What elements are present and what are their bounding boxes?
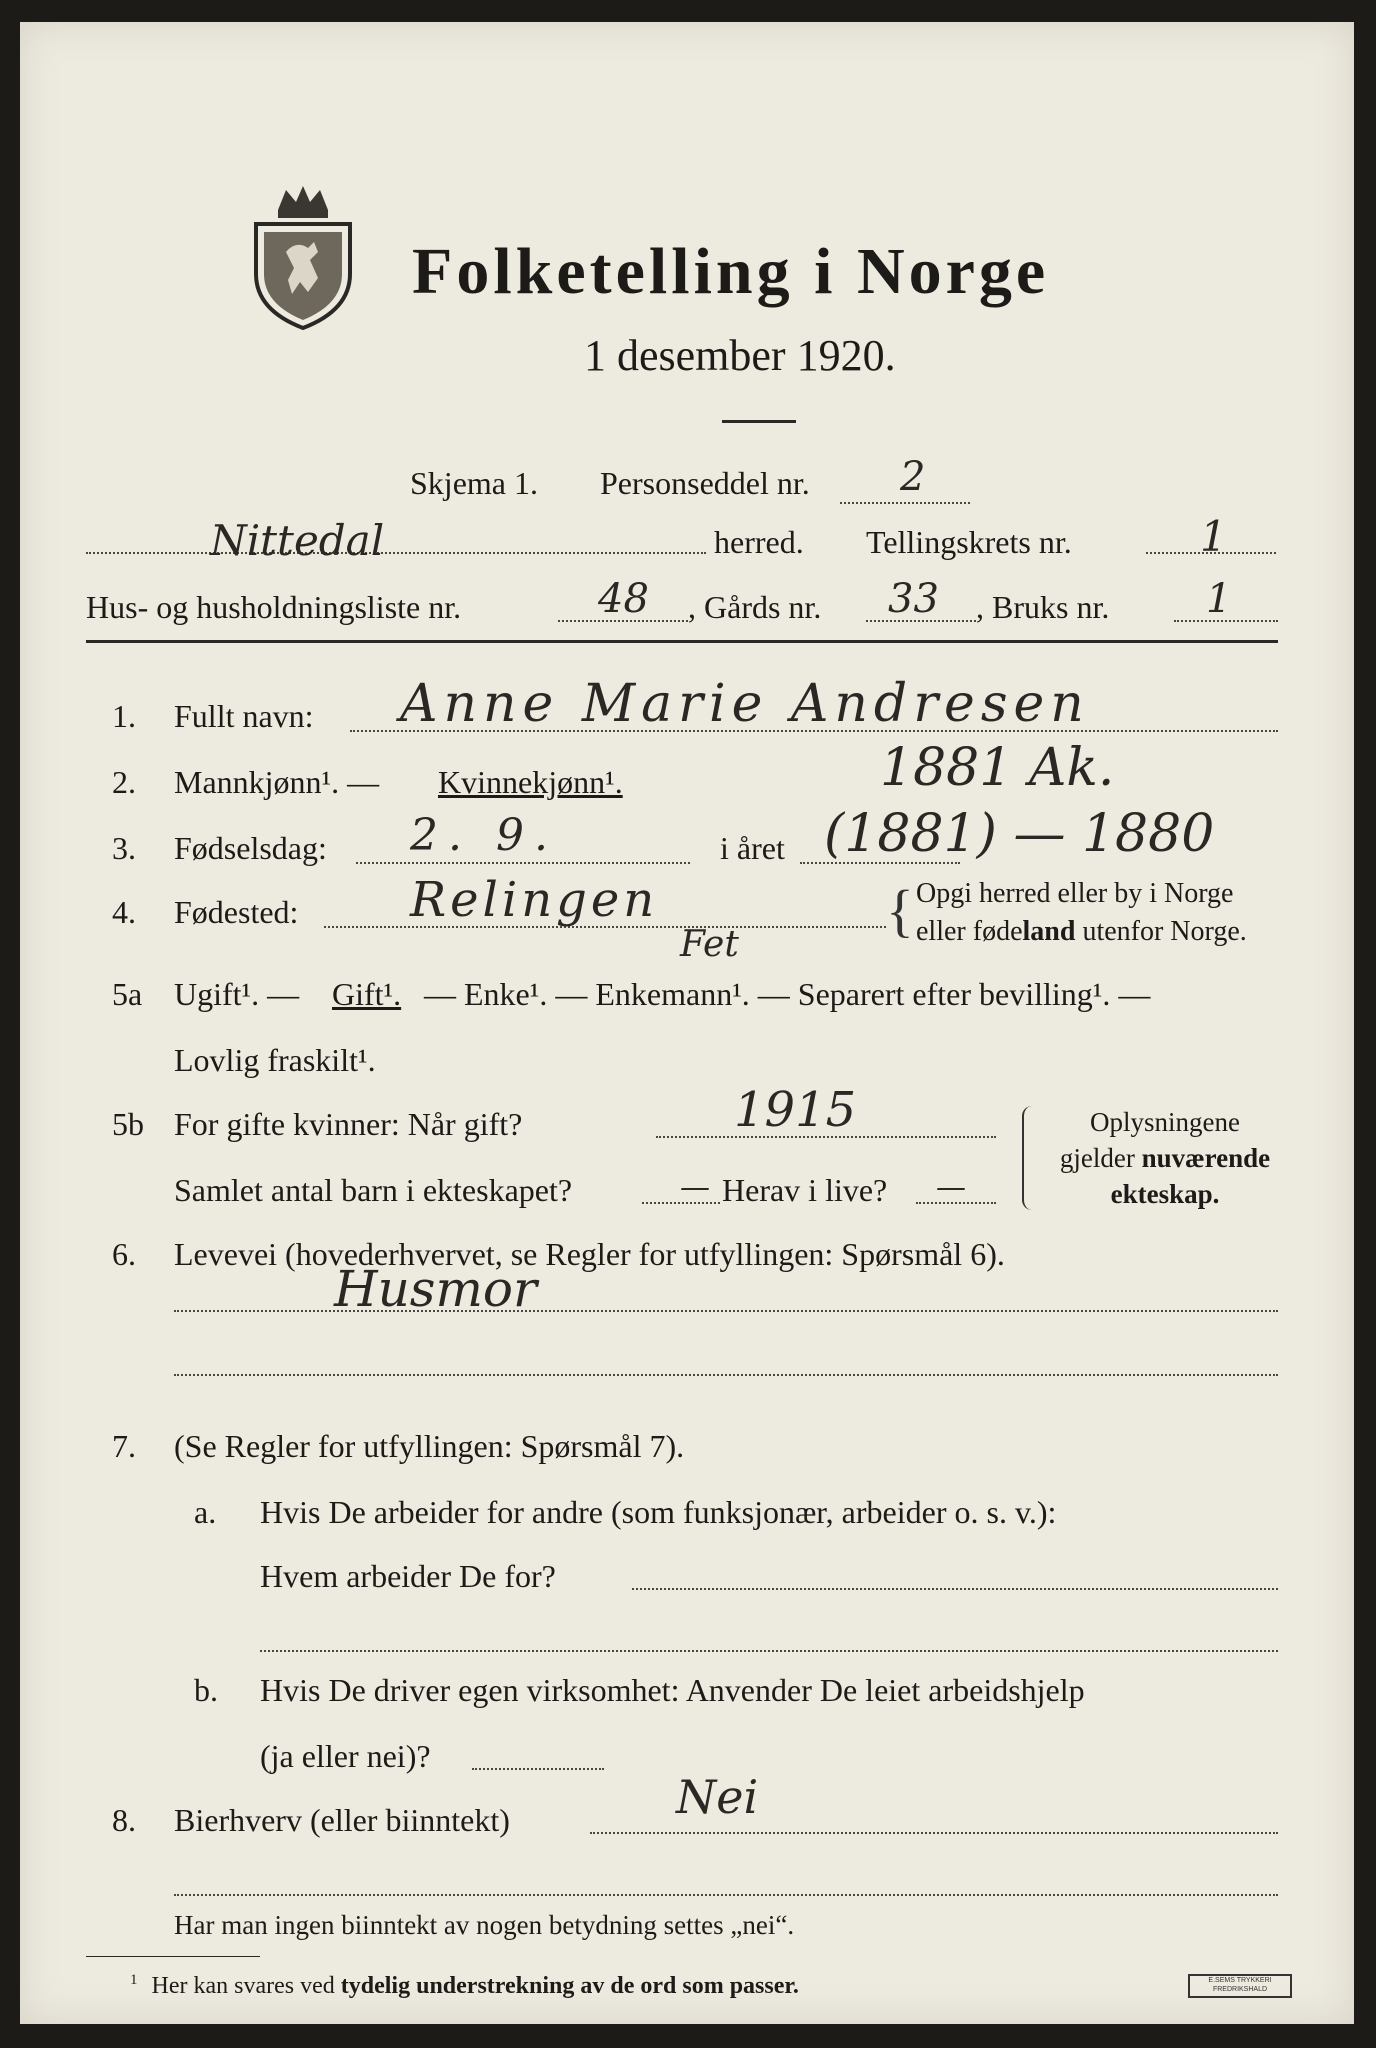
q7a-label-2: Hvem arbeider De for? — [260, 1558, 556, 1594]
form-date: 1 desember 1920. — [584, 331, 896, 380]
q3-value: 2. 9. — [410, 810, 558, 861]
q4-brace: { — [886, 878, 914, 943]
q1-label: Fullt navn: — [174, 698, 314, 734]
q3-year-label: i året — [720, 830, 785, 866]
q8-number: 8. — [112, 1802, 136, 1838]
q8-line-1 — [590, 1832, 1278, 1834]
skjema-label: Skjema 1. — [410, 465, 538, 501]
herred-label: herred. — [714, 524, 804, 560]
q7b-label: Hvis De driver egen virksomhet: Anvender De leiet arbeidshjelp — [260, 1672, 1085, 1708]
q5b-value: 1915 — [734, 1082, 857, 1138]
q7b-line — [472, 1768, 604, 1770]
q2-mann: Mannkjønn¹. — — [174, 764, 380, 800]
q6-label: Levevei (hovederhvervet, se Regler for utfyllingen: Spørsmål 6). — [174, 1236, 1005, 1272]
q4-hint-2b: land — [1022, 916, 1076, 947]
q3-label: Fødselsdag: — [174, 830, 327, 866]
q5b-note-3: ekteskap. — [1110, 1179, 1220, 1209]
q5b-ilive-label: Herav i live? — [722, 1172, 888, 1208]
q5b-number: 5b — [112, 1106, 144, 1142]
census-form-sheet — [20, 22, 1354, 2024]
printer-stamp: E.SEMS TRYKKERI FREDRIKSHALD — [1188, 1974, 1292, 1998]
q4-hint-1: Opgi herred eller by i Norge — [916, 878, 1234, 909]
q4-number: 4. — [112, 894, 136, 930]
bruks-value: 1 — [1206, 576, 1232, 622]
q8-line-2 — [174, 1894, 1278, 1896]
husliste-value: 48 — [598, 576, 649, 622]
q5b-note-2a: gjelder — [1059, 1143, 1142, 1173]
q4-label: Fødested: — [174, 894, 299, 930]
q2-note: 1881 Ak. — [880, 738, 1115, 798]
q5b-note-2 — [1050, 1140, 1280, 1176]
q1-value: Anne Marie Andresen — [400, 674, 1090, 734]
q4-hint-2c: utenfor Norge. — [1075, 916, 1247, 947]
q5b-note-2b: nuværende — [1141, 1143, 1271, 1173]
q3-number: 3. — [112, 830, 136, 866]
q3-year-value: (1881) — 1880 — [824, 804, 1215, 864]
footnote-text-b: tydelig understrekning av de ord som passer. — [340, 1973, 799, 1999]
q7a-letter: a. — [194, 1494, 217, 1530]
q5b-note — [1050, 1104, 1280, 1212]
q7-label: (Se Regler for utfyllingen: Spørsmål 7). — [174, 1428, 685, 1464]
q5b-barn-value: — — [680, 1170, 710, 1205]
q6-line-2 — [174, 1374, 1278, 1376]
q7a-line-2 — [260, 1650, 1278, 1652]
form-title: Folketelling i Norge — [412, 235, 1050, 308]
herred-value: Nittedal — [210, 516, 385, 565]
q5a-number: 5a — [112, 976, 143, 1012]
q5b-bracket — [1022, 1106, 1038, 1210]
q5a-ugift: Ugift¹. — — [174, 976, 300, 1012]
q5a-gift: Gift¹. — [332, 976, 402, 1012]
q5b-label: For gifte kvinner: Når gift? — [174, 1106, 523, 1142]
footnote-marker: 1 — [130, 1972, 138, 1988]
q5b-barn-label: Samlet antal barn i ekteskapet? — [174, 1172, 573, 1208]
personseddel-value: 2 — [900, 454, 926, 500]
q7b-letter: b. — [194, 1672, 218, 1708]
q8-label: Bierhverv (eller biinntekt) — [174, 1802, 510, 1838]
gards-label: , Gårds nr. — [688, 589, 822, 625]
coat-of-arms-icon — [248, 182, 358, 332]
q5a-line2: Lovlig fraskilt¹. — [174, 1042, 376, 1078]
personseddel-label: Personseddel nr. — [600, 465, 810, 501]
personseddel-line — [840, 502, 970, 504]
q6-number: 6. — [112, 1236, 136, 1272]
tellingskrets-label: Tellingskrets nr. — [866, 524, 1072, 560]
q6-value: Husmor — [334, 1260, 537, 1318]
footnote — [130, 1972, 799, 2000]
q7a-line-1 — [632, 1588, 1278, 1590]
husliste-label: Hus- og husholdningsliste nr. — [86, 589, 462, 625]
q5a-rest: — Enke¹. — Enkemann¹. — Separert efter bevilling¹. — — [424, 976, 1151, 1012]
q1-number: 1. — [112, 698, 136, 734]
q7-number: 7. — [112, 1428, 136, 1464]
q4-hint-2 — [916, 916, 1247, 948]
q7b-label-2: (ja eller nei)? — [260, 1738, 431, 1774]
footnote-rule — [86, 1956, 260, 1957]
gards-value: 33 — [888, 576, 939, 622]
q4-value: Relingen — [410, 872, 659, 928]
q4-hint-2a: eller føde — [916, 916, 1023, 947]
q5b-ilive-value: — — [936, 1170, 966, 1205]
footnote-text-a: Her kan svares ved — [151, 1973, 341, 1999]
q8-value: Nei — [676, 1770, 759, 1824]
header-rule — [86, 640, 1278, 643]
bruks-label: , Bruks nr. — [976, 589, 1110, 625]
q7a-label: Hvis De arbeider for andre (som funksjonær, arbeider o. s. v.): — [260, 1494, 1057, 1530]
tellingskrets-value: 1 — [1200, 512, 1227, 561]
title-divider — [722, 420, 796, 423]
q2-number: 2. — [112, 764, 136, 800]
q2-kvinne: Kvinnekjønn¹. — [438, 764, 623, 800]
herred-line — [86, 552, 706, 554]
q8-note: Har man ingen biinntekt av nogen betydning settes „nei“. — [174, 1910, 795, 1940]
q5b-note-1: Oplysningene — [1090, 1107, 1240, 1137]
q3-line — [356, 862, 690, 864]
q4-sub: Fet — [680, 924, 739, 965]
